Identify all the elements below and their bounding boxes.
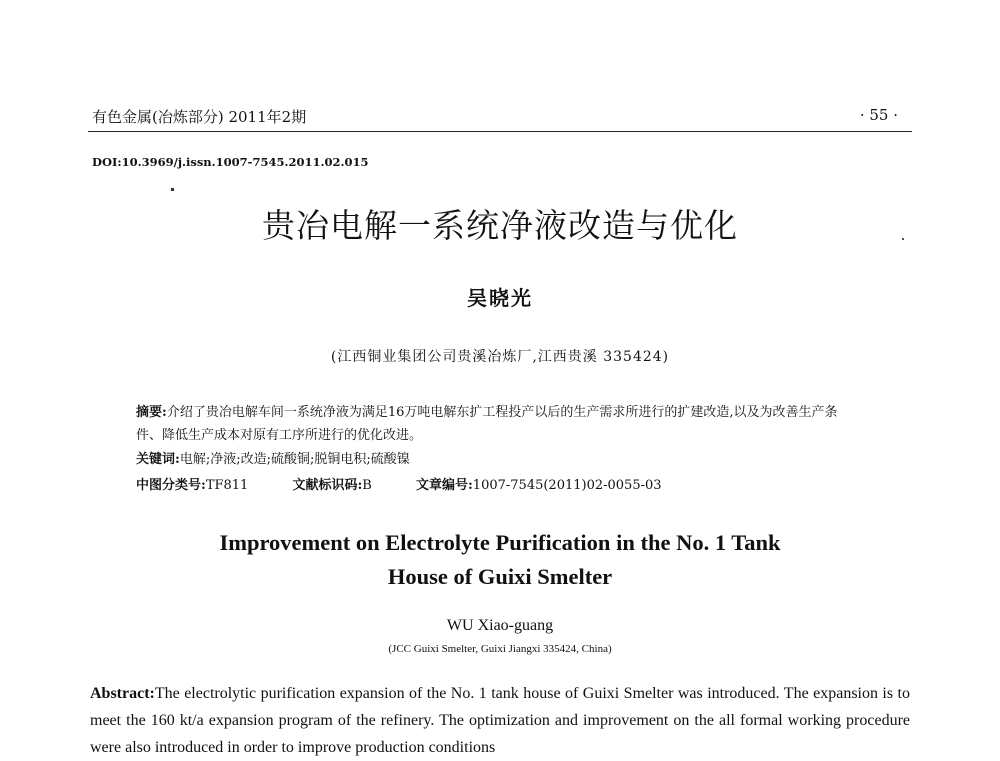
affiliation-chinese: (江西铜业集团公司贵溪冶炼厂,江西贵溪 335424) — [330, 349, 670, 365]
abstract-text-cn: 介绍了贵冶电解车间一系统净液为满足16万吨电解东扩工程投产以后的生产需求所进行的扩建改造,以及为改善生产条件、降低生产成本对原有工序所进行的优化改进。 — [136, 405, 838, 443]
classification-line — [136, 474, 702, 493]
abstract-label-cn: 摘要: — [136, 405, 167, 420]
clc-number: 中图分类号:TF811 — [136, 478, 249, 493]
keywords-label: 关键词: — [136, 452, 180, 467]
abstract-chinese — [136, 401, 856, 447]
page-number: · 55 · — [859, 106, 898, 124]
header-rule — [88, 131, 912, 132]
keywords-text: 电解;净液;改造;硫酸铜;脱铜电积;硫酸镍 — [179, 452, 410, 467]
abstract-english — [90, 680, 910, 761]
title-english — [0, 526, 1000, 594]
title-chinese: 贵冶电解一系统净液改造与优化 — [262, 206, 738, 245]
doi: DOI:10.3969/j.issn.1007-7545.2011.02.015 — [92, 155, 369, 169]
journal-name: 有色金属(冶炼部分) 2011年2期 — [92, 108, 307, 126]
affiliation-english: (JCC Guixi Smelter, Guixi Jiangxi 335424, China) — [388, 643, 612, 655]
author-chinese: 吴晓光 — [467, 286, 533, 310]
document-code: 文献标识码:B — [292, 478, 372, 493]
title-english-line2: House of Guixi Smelter — [387, 564, 613, 589]
article-number: 文章编号:1007-7545(2011)02-0055-03 — [415, 478, 662, 493]
running-header — [92, 106, 908, 126]
abstract-label-en: Abstract: — [90, 685, 155, 702]
keywords-chinese — [136, 448, 410, 467]
title-english-line1: Improvement on Electrolyte Purification in the No. 1 Tank — [219, 530, 781, 555]
abstract-text-en: The electrolytic purification expansion of the No. 1 tank house of Guixi Smelter was introduced. The expansion is to meet the 160 kt/a expansion program of the refinery. The optimization and improvement on the all formal working procedure were also introduced in order to improve production conditions — [90, 685, 910, 756]
scan-speck — [171, 188, 174, 191]
author-english: WU Xiao-guang — [446, 617, 554, 634]
